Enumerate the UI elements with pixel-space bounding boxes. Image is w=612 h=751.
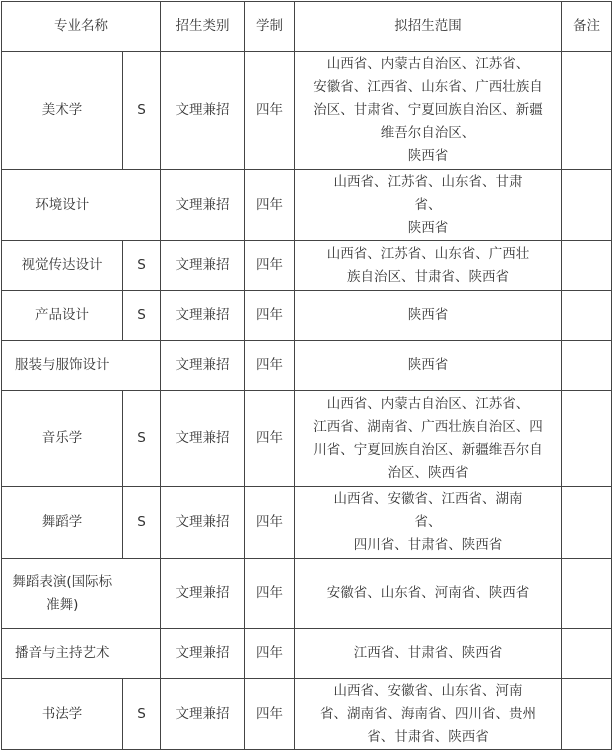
enroll-category: 文理兼招 [161,629,245,679]
major-name: 服装与服饰设计 [2,341,123,391]
enroll-category: 文理兼招 [161,487,245,559]
program-length: 四年 [245,391,295,487]
note-cell [562,52,612,170]
enroll-scope [295,629,562,679]
scope-line: 山西省、内蒙古自治区、江苏省、 [326,395,530,412]
major-code-s: S [123,391,161,487]
major-name: 环境设计 [2,170,123,241]
enroll-scope [295,291,562,341]
enroll-category: 文理兼招 [161,170,245,241]
scope-line: 治区、陕西省 [387,464,469,481]
major-name: 播音与主持艺术 [2,629,123,679]
enroll-scope [295,559,562,629]
major-code-s [123,170,161,241]
header-length: 学制 [245,2,295,52]
enroll-category: 文理兼招 [161,679,245,750]
note-cell [562,391,612,487]
program-length: 四年 [245,487,295,559]
enroll-scope [295,487,562,559]
program-length: 四年 [245,52,295,170]
major-name: 舞蹈表演(国际标准舞) [2,559,123,629]
note-cell [562,170,612,241]
table-header-row [2,2,612,52]
scope-line: 山西省、内蒙古自治区、江苏省、 [326,56,530,72]
enroll-scope [295,391,562,487]
table-row [2,291,612,341]
major-code-s: S [123,487,161,559]
note-cell [562,629,612,679]
header-category: 招生类别 [161,2,245,52]
scope-line: 江西省、甘肃省、陕西省 [353,645,503,661]
major-name: 音乐学 [2,391,123,487]
major-code-s [123,559,161,629]
scope-line: 江西省、湖南省、广西壮族自治区、四 [313,418,543,435]
enroll-category: 文理兼招 [161,559,245,629]
scope-line: 省、 [414,196,442,213]
scope-line: 四川省、甘肃省、陕西省 [353,537,503,553]
major-name: 书法学 [2,679,123,750]
table-row [2,391,612,487]
major-name: 舞蹈学 [2,487,123,559]
table-row [2,52,612,170]
scope-line: 山西省、安徽省、山东省、河南 [333,682,523,699]
scope-line: 省、 [414,514,442,530]
note-cell [562,559,612,629]
scope-line: 山西省、安徽省、江西省、湖南 [333,491,523,507]
scope-line: 山西省、江苏省、山东省、甘肃 [333,173,523,190]
enroll-category: 文理兼招 [161,391,245,487]
enroll-scope [295,170,562,241]
major-code-s: S [123,679,161,750]
major-code-s: S [123,291,161,341]
scope-line: 安徽省、山东省、河南省、陕西省 [326,585,530,601]
scope-line: 陕西省 [407,307,449,323]
program-length: 四年 [245,170,295,241]
table-row [2,487,612,559]
scope-line: 省、甘肃省、陕西省 [367,728,489,745]
scope-line: 治区、甘肃省、宁夏回族自治区、新疆 [313,102,543,118]
header-scope: 拟招生范围 [295,2,562,52]
scope-line: 族自治区、甘肃省、陕西省 [347,268,509,285]
major-name: 美术学 [2,52,123,170]
enroll-scope [295,241,562,291]
table-row [2,629,612,679]
program-length: 四年 [245,291,295,341]
program-length: 四年 [245,241,295,291]
enroll-category: 文理兼招 [161,341,245,391]
note-cell [562,291,612,341]
enrollment-table [1,1,612,750]
scope-line: 维吾尔自治区、 [380,125,476,141]
major-name: 视觉传达设计 [2,241,123,291]
enroll-category: 文理兼招 [161,52,245,170]
major-code-s: S [123,241,161,291]
scope-line: 陕西省 [407,148,449,164]
enroll-scope [295,341,562,391]
note-cell [562,679,612,750]
major-code-s: S [123,52,161,170]
program-length: 四年 [245,559,295,629]
major-code-s [123,341,161,391]
scope-line: 安徽省、江西省、山东省、广西壮族自 [313,79,543,95]
header-note: 备注 [562,2,612,52]
program-length: 四年 [245,341,295,391]
table-row [2,559,612,629]
enroll-scope [295,52,562,170]
note-cell [562,341,612,391]
major-name: 产品设计 [2,291,123,341]
table-row [2,241,612,291]
header-major: 专业名称 [2,2,161,52]
table-row [2,170,612,241]
scope-line: 陕西省 [407,219,449,236]
program-length: 四年 [245,629,295,679]
table-row [2,679,612,750]
scope-line: 川省、宁夏回族自治区、新疆维吾尔自 [313,441,543,458]
major-code-s [123,629,161,679]
scope-line: 省、湖南省、海南省、四川省、贵州 [320,705,536,722]
enroll-category: 文理兼招 [161,241,245,291]
note-cell [562,487,612,559]
enroll-category: 文理兼招 [161,291,245,341]
program-length: 四年 [245,679,295,750]
note-cell [562,241,612,291]
scope-line: 山西省、江苏省、山东省、广西壮 [326,245,530,262]
scope-line: 陕西省 [407,357,449,373]
enroll-scope [295,679,562,750]
table-row [2,341,612,391]
